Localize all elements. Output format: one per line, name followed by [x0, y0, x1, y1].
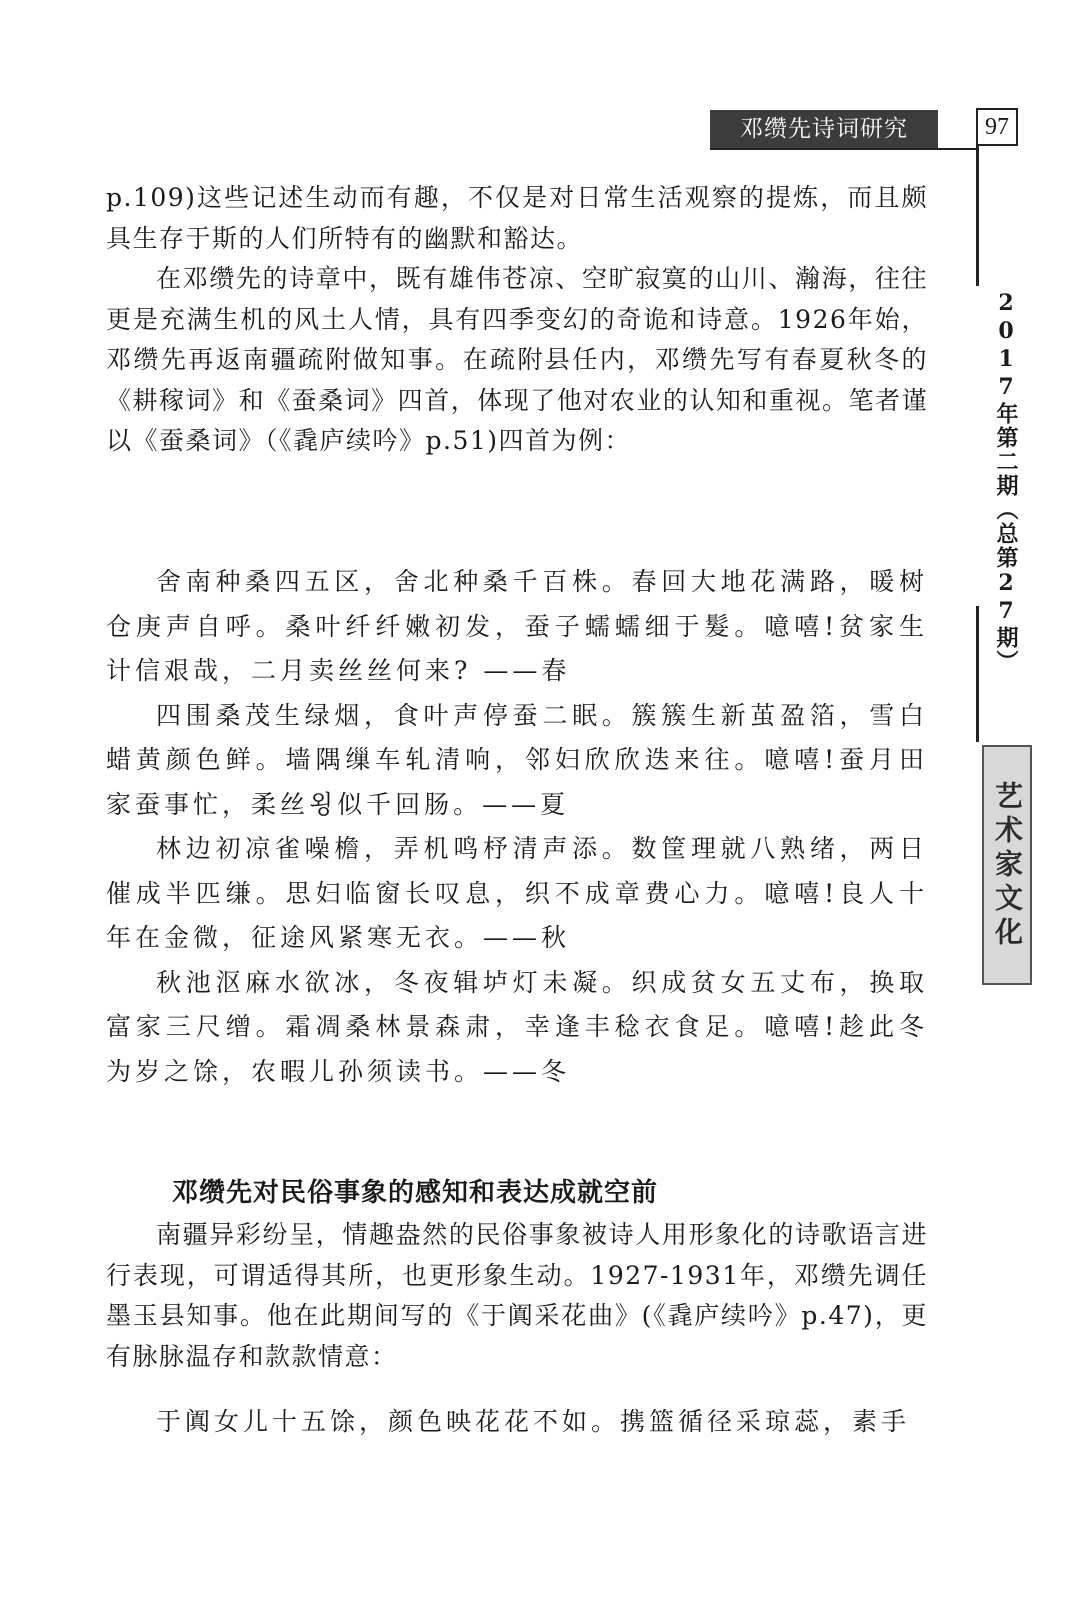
poem-stanza-summer: 四围桑茂生绿烟，食叶声停蚕二眠。簇簇生新茧盈箔，雪白蜡黄颜色鲜。墙隅缫车轧清响，邻妇欣欣迭来往。噫嘻!蚕月田家蚕事忙，柔丝욍似千回肠。——夏	[106, 700, 928, 819]
running-header-title: 邓缵先诗词研究	[710, 110, 938, 148]
poem-line: 于阗女儿十五馀，颜色映花花不如。携篮循径采琼蕊，素手	[156, 1407, 911, 1436]
paragraph: 在邓缵先的诗章中，既有雄伟苍凉、空旷寂寞的山川、瀚海，往往更是充满生机的风土人情，具有四季变幻的奇诡和诗意。1926年始，邓缵先再返南疆疏附做知事。在疏附县任内，邓缵先写有春夏秋冬的《耕稼词》和《蚕桑词》四首，体现了他对农业的认知和重视。笔者谨以《蚕桑词》（《毳庐续吟》p.51)四首为例：	[106, 264, 928, 455]
journal-emblem	[982, 745, 1032, 985]
page-number: 97	[976, 108, 1018, 146]
poem-stanza-spring: 舍南种桑四五区，舍北种桑千百株。春回大地花满路，暖树仓庚声自呼。桑叶纤纤嫩初发，蚕子蠕蠕细于髮。噫嘻!贫家生计信艰哉，二月卖丝丝何来? ——春	[106, 567, 928, 685]
paragraph: 南疆异彩纷呈，情趣盎然的民俗事象被诗人用形象化的诗歌语言进行表现，可谓适得其所，也更形象生动。1927-1931年，邓缵先调任墨玉县知事。他在此期间写的《于阗采花曲》(《毳庐续吟》p.47)，更有脉脉温存和款款情意：	[106, 1220, 928, 1371]
poem-stanza-autumn: 林边初凉雀噪檐，弄机鸣杼清声添。数筐理就八熟绪，两日催成半匹缣。思妇临窗长叹息，织不成章费心力。噫嘻!良人十年在金微，征途风紧寒无衣。——秋	[106, 834, 928, 952]
journal-emblem-text: 艺术家文化	[991, 781, 1024, 951]
section-poem	[106, 1400, 928, 1445]
margin-rule-top	[976, 146, 979, 286]
paragraph: p.109)这些记述生动而有趣，不仅是对日常生活观察的提炼，而且颇具生存于斯的人们所特有的幽默和豁达。	[106, 183, 928, 253]
poem-stanza-winter: 秋池沤麻水欲冰，冬夜辑垆灯未凝。织成贫女五丈布，换取富家三尺缯。霜凋桑林景森肃，幸逢丰稔衣食足。噫嘻!趁此冬为岁之馀，农暇儿孙须读书。——冬	[106, 967, 928, 1086]
poem-block	[106, 560, 928, 1094]
intro-text	[106, 178, 928, 462]
issue-label: 2017年第二期（总第27期）	[993, 290, 1019, 674]
margin-rule-middle	[976, 606, 979, 742]
header-rule	[710, 148, 976, 150]
section-heading: 邓缵先对民俗事象的感知和表达成就空前	[172, 1178, 659, 1208]
section-text	[106, 1215, 928, 1377]
